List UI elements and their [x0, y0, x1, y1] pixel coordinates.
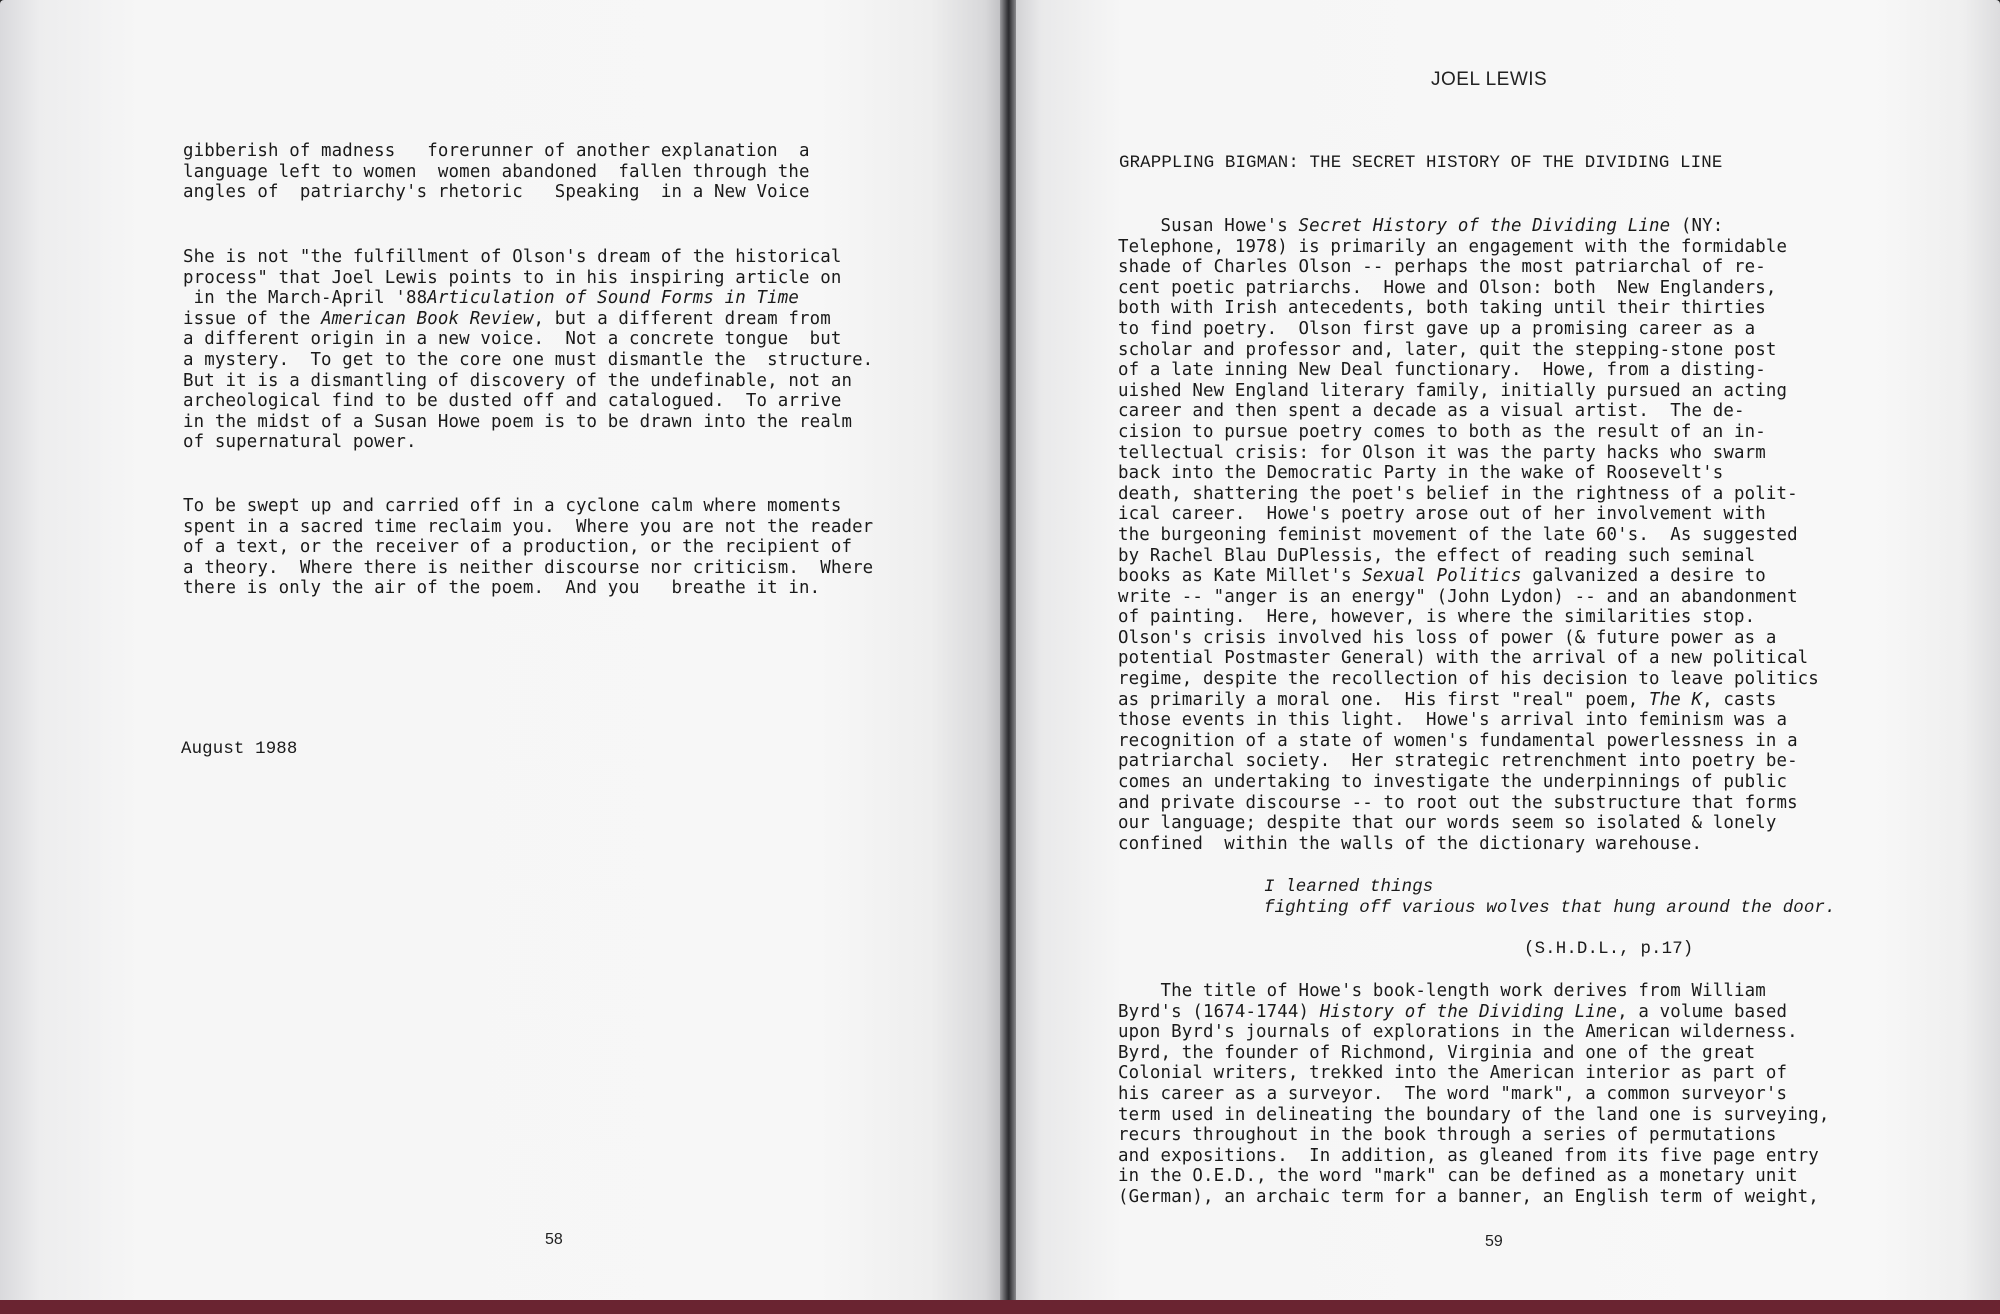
text-line: to find poetry. Olson first gave up a promising career as a — [1118, 318, 1756, 339]
text-line: career and then spent a decade as a visual artist. The de- — [1118, 401, 1745, 422]
text-line: But it is a dismantling of discovery of the undefinable, not an — [183, 370, 853, 391]
text-line: angles of patriarchy's rhetoric Speaking in a New Voice — [183, 182, 810, 203]
left-paragraph-2 — [183, 247, 873, 453]
text-line: To be swept up and carried off in a cyclone calm where moments — [183, 496, 842, 516]
text-line: patriarchal society. Her strategic retrenchment into poetry be- — [1118, 751, 1798, 772]
text-line: Byrd, the founder of Richmond, Virginia and one of the great — [1118, 1042, 1756, 1063]
text-line: by Rachel Blau DuPlessis, the effect of reading such seminal — [1118, 545, 1756, 566]
text-line: of supernatural power. — [183, 432, 417, 453]
text-line: process" that Joel Lewis points to in his inspiring article on — [183, 267, 842, 288]
quote-citation: (S.H.D.L., p.17) — [1524, 940, 1694, 959]
text-line: Susan Howe's Secret History of the Dividing Line (NY: — [1118, 216, 1724, 236]
text-line: the burgeoning feminist movement of the late 60's. As suggested — [1118, 524, 1798, 545]
text-line: a different origin in a new voice. Not a concrete tongue but — [183, 329, 842, 350]
text-line: of painting. Here, however, is where the similarities stop. — [1118, 607, 1756, 628]
text-line: ical career. Howe's poetry arose out of her involvement with — [1118, 504, 1766, 525]
text-line: archeological find to be dusted off and catalogued. To arrive — [183, 391, 842, 412]
right-page — [1013, 0, 2000, 1306]
text-line: those events in this light. Howe's arrival into feminism was a — [1118, 710, 1788, 731]
text-line: gibberish of madness forerunner of another explanation a — [183, 141, 810, 161]
page-number-left: 58 — [545, 1231, 563, 1248]
text-line: scholar and professor and, later, quit the stepping-stone post — [1118, 339, 1777, 360]
text-line: books as Kate Millet's Sexual Politics galvanized a desire to — [1118, 566, 1766, 587]
text-line: Olson's crisis involved his loss of power (& future power as a — [1118, 627, 1777, 648]
date-line: August 1988 — [181, 740, 298, 759]
text-line: our language; despite that our words seem so isolated & lonely — [1118, 813, 1777, 834]
page-number-right: 59 — [1485, 1233, 1503, 1250]
book-gutter — [1000, 0, 1016, 1314]
text-line: as primarily a moral one. His first "real" poem, The K, casts — [1118, 689, 1777, 710]
text-line: uished New England literary family, initially pursued an acting — [1118, 380, 1788, 401]
text-line: recurs throughout in the book through a series of permutations — [1118, 1125, 1777, 1146]
text-line: The title of Howe's book-length work derives from William — [1118, 981, 1766, 1001]
text-line: death, shattering the poet's belief in the rightness of a polit- — [1118, 483, 1798, 504]
text-line: his career as a surveyor. The word "mark", a common surveyor's — [1118, 1083, 1788, 1104]
text-line: upon Byrd's journals of explorations in the American wilderness. — [1118, 1022, 1798, 1043]
text-line: in the midst of a Susan Howe poem is to be drawn into the realm — [183, 411, 853, 432]
text-line: comes an undertaking to investigate the underpinnings of public — [1118, 772, 1788, 793]
left-paragraph-3 — [183, 496, 873, 599]
right-paragraph-2 — [1118, 981, 1830, 1208]
text-line: cision to pursue poetry comes to both as the result of an in- — [1118, 421, 1766, 442]
text-line: a mystery. To get to the core one must dismantle the structure. — [183, 349, 874, 370]
text-line: in the March-April '88Articulation of Sound Forms in Time — [183, 288, 799, 309]
text-line: issue of the American Book Review, but a different dream from — [183, 308, 831, 329]
article-title: GRAPPLING BIGMAN: THE SECRET HISTORY OF THE DIVIDING LINE — [1119, 154, 1723, 173]
text-line: and expositions. In addition, as gleaned from its five page entry — [1118, 1145, 1819, 1166]
text-line: Telephone, 1978) is primarily an engagement with the formidable — [1118, 236, 1788, 257]
text-line: spent in a sacred time reclaim you. Where you are not the reader — [183, 516, 874, 537]
text-line: potential Postmaster General) with the arrival of a new political — [1118, 648, 1809, 669]
text-line: both with Irish antecedents, both taking until their thirties — [1118, 298, 1766, 319]
text-line: back into the Democratic Party in the wake of Roosevelt's — [1118, 463, 1724, 484]
quote-line-1: I learned things — [1264, 878, 1434, 897]
text-line: Byrd's (1674-1744) History of the Dividing Line, a volume based — [1118, 1001, 1788, 1022]
left-paragraph-1 — [183, 141, 810, 203]
quote-line-2: fighting off various wolves that hung around the door. — [1264, 899, 1836, 918]
running-head: JOEL LEWIS — [1431, 69, 1548, 90]
left-page — [0, 0, 1003, 1306]
text-line: write -- "anger is an energy" (John Lydon) -- and an abandonment — [1118, 586, 1798, 607]
text-line: confined within the walls of the dictionary warehouse. — [1118, 833, 1703, 854]
text-line: there is only the air of the poem. And you breathe it in. — [183, 578, 821, 599]
text-line: shade of Charles Olson -- perhaps the most patriarchal of re- — [1118, 257, 1766, 278]
text-line: cent poetic patriarchs. Howe and Olson: both New Englanders, — [1118, 277, 1777, 298]
text-line: of a late inning New Deal functionary. Howe, from a disting- — [1118, 360, 1766, 381]
text-line: recognition of a state of women's fundamental powerlessness in a — [1118, 730, 1798, 751]
text-line: in the O.E.D., the word "mark" can be defined as a monetary unit — [1118, 1166, 1798, 1187]
cover-edge — [0, 1300, 2000, 1314]
text-line: regime, despite the recollection of his decision to leave politics — [1118, 669, 1819, 690]
text-line: She is not "the fulfillment of Olson's dream of the historical — [183, 247, 842, 267]
text-line: term used in delineating the boundary of the land one is surveying, — [1118, 1104, 1830, 1125]
right-paragraph-1 — [1118, 216, 1819, 854]
text-line: tellectual crisis: for Olson it was the party hacks who swarm — [1118, 442, 1766, 463]
text-line: and private discourse -- to root out the substructure that forms — [1118, 792, 1798, 813]
text-line: Colonial writers, trekked into the American interior as part of — [1118, 1063, 1788, 1084]
text-line: language left to women women abandoned fallen through the — [183, 161, 810, 182]
text-line: (German), an archaic term for a banner, an English term of weight, — [1118, 1186, 1819, 1207]
text-line: of a text, or the receiver of a production, or the recipient of — [183, 537, 853, 558]
text-line: a theory. Where there is neither discourse nor criticism. Where — [183, 557, 874, 578]
